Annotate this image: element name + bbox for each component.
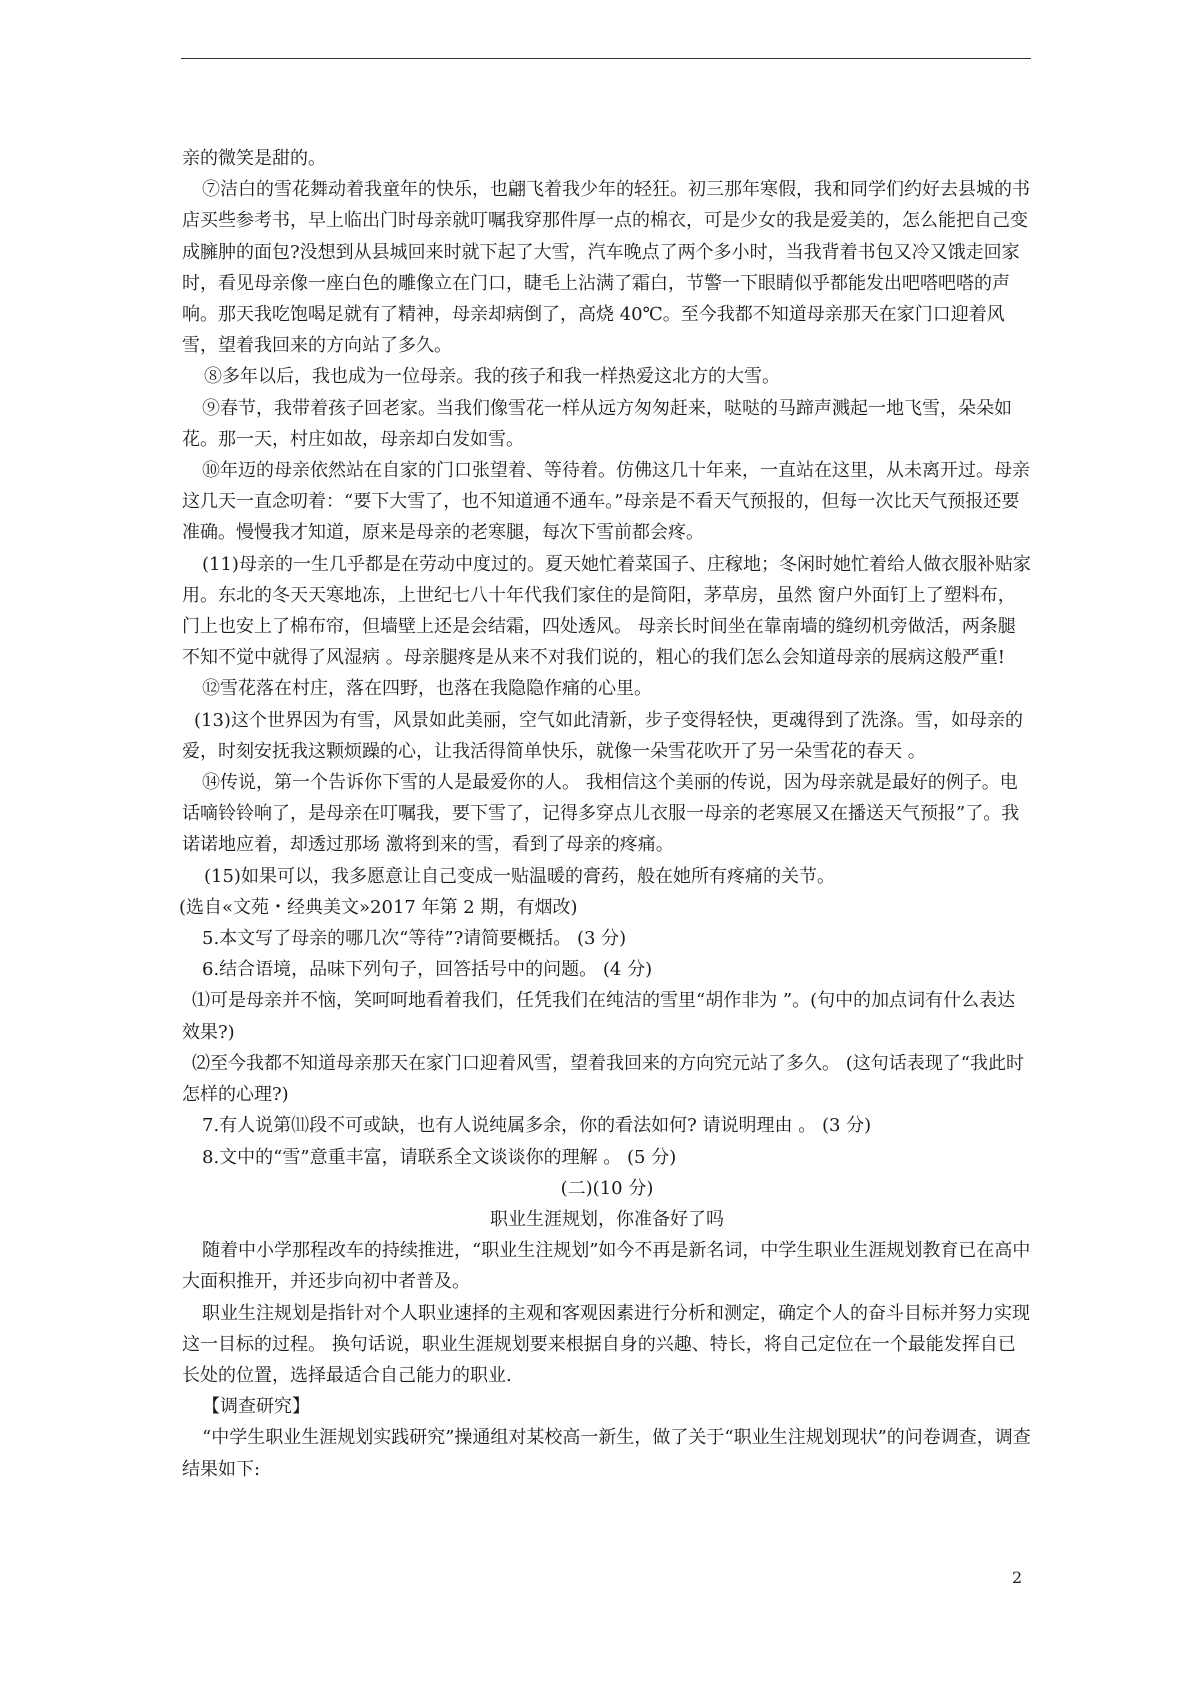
question-8: 8.文中的“雪”意重丰富，请联系全文谈谈你的理解 。 (5 分) (202, 1146, 677, 1168)
section-2-paragraph-3: “中学生职业生涯规划实践研究”操通组对某校高一新生，做了关于“职业生注规划现状”的问卷调查，调查结果如下: (182, 1427, 1031, 1480)
paragraph-9: ⑨春节，我带着孩子回老家。当我们像雪花一样从远方匆匆赶来，哒哒的马蹄声溅起一地飞雪，朵朵如花。那一天，村庄如故，母亲却白发如雪。 (182, 397, 1012, 450)
paragraph-12: ⑫雪花落在村庄，落在四野，也落在我隐隐作痛的心里。 (202, 678, 652, 700)
question-5: 5.本文写了母亲的哪几次“等待”?请简要概括。 (3 分) (202, 928, 627, 950)
paragraph-13: (13)这个世界因为有雪，风景如此美丽，空气如此清新，步子变得轻快，更魂得到了洗涤。雪，如母亲的爱，时刻安抚我这颗烦躁的心，让我活得简单快乐，就像一朵雪花吹开了另一朵雪花的春天 。 (182, 709, 1023, 762)
survey-heading: 【调查研究】 (202, 1396, 310, 1418)
page-body (179, 143, 1032, 1485)
question-6: 6.结合语境，品味下列句子，回答括号中的问题。 (4 分) (202, 959, 653, 981)
section-2-paragraph-1: 随着中小学那程改车的持续推进，“职业生注规划”如今不再是新名词，中学生职业生涯规划教育已在高中大面积推开，并还步向初中者普及。 (182, 1240, 1031, 1293)
paragraph-15: (15)如果可以，我多愿意让自己变成一贴温暖的膏药，般在她所有疼痛的关节。 (204, 865, 835, 887)
source-citation: (选自«文苑・经典美文»2017 年第 2 期，有烟改) (179, 896, 578, 918)
question-6-part-1: ⑴可是母亲并不恼，笑呵呵地看着我们，任凭我们在纯洁的雪里“胡作非为 ”。(句中的加点词有什么表达效果?) (182, 990, 1016, 1043)
section-2-header: (二)(10 分) (560, 1177, 654, 1199)
section-2-paragraph-2: 职业生注规划是指针对个人职业速择的主观和客观因素进行分析和测定，确定个人的奋斗目标并努力实现这一目标的过程。 换句话说，职业生涯规划要来根据自身的兴趣、特长，将自己定位在一个最能发挥自已长处的位置，选择最适合自己能力的职业. (182, 1302, 1030, 1386)
paragraph-8: ⑧多年以后，我也成为一位母亲。我的孩子和我一样热爱这北方的大雪。 (204, 366, 780, 388)
header-rule (181, 58, 1031, 59)
paragraph-6-tail: 亲的微笑是甜的。 (182, 148, 326, 169)
paragraph-11: (11)母亲的一生几乎都是在劳动中度过的。夏天她忙着菜国子、庄稼地；冬闲时她忙着给人做衣服补贴家用。东北的冬天天寒地冻，上世纪七八十年代我们家住的是简阳，茅草房，虽然 窗户外面钉上了塑料布，门上也安上了棉布帘，但墙壁上还是会结霜，四处透风。 母亲长时间坐在靠南墙的缝纫机旁做活，两条腿不知不觉中就得了风湿病 。母亲腿疼是从来不对我们说的，粗心的我们怎么会知道母亲的展病这般严重! (182, 553, 1031, 669)
section-2-title: 职业生涯规划，你准备好了吗 (490, 1208, 724, 1230)
page-number: 2 (1012, 1568, 1023, 1587)
paragraph-7: ⑦洁白的雪花舞动着我童年的快乐，也翩飞着我少年的轻狂。初三那年寒假，我和同学们约好去县城的书店买些参考书，早上临出门时母亲就叮嘱我穿那件厚一点的棉衣，可是少女的我是爱美的，怎么能把自己变成臃肿的面包?没想到从县城回来时就下起了大雪，汽车晚点了两个多小时，当我背着书包又冷又饿走回家时，看见母亲像一座白色的雕像立在门口，睫毛上沾满了霜白，节警一下眼睛似乎都能发出吧嗒吧嗒的声响。那天我吃饱喝足就有了精神，母亲却病倒了，高烧 40℃。至今我都不知道母亲那天在家门口迎着风雪，望着我回来的方向站了多久。 (182, 179, 1030, 357)
question-7: 7.有人说第⑾段不可或缺，也有人说纯属多余，你的看法如何? 请说明理由 。 (3 分) (202, 1115, 872, 1137)
question-6-part-2: ⑵至今我都不知道母亲那天在家门口迎着风雪，望着我回来的方向究元站了多久。 (这句话表现了“我此时怎样的心理?) (182, 1052, 1024, 1106)
paragraph-14: ⑭传说，第一个告诉你下雪的人是最爱你的人。 我相信这个美丽的传说，因为母亲就是最好的例子。电话嘀铃铃响了，是母亲在叮嘱我，要下雪了，记得多穿点儿衣服一母亲的老寒展又在播送天气预报”了。我诺诺地应着，却透过那场 激将到来的雪，看到了母亲的疼痛。 (182, 772, 1020, 856)
paragraph-10: ⑩年迈的母亲依然站在自家的门口张望着、等待着。仿佛这几十年来，一直站在这里，从未离开过。母亲这几天一直念叨着：“要下大雪了，也不知道通不通车。”母亲是不看天气预报的，但每一次比天气预报还要准确。慢慢我才知道，原来是母亲的老寒腿，每次下雪前都会疼。 (182, 460, 1030, 544)
